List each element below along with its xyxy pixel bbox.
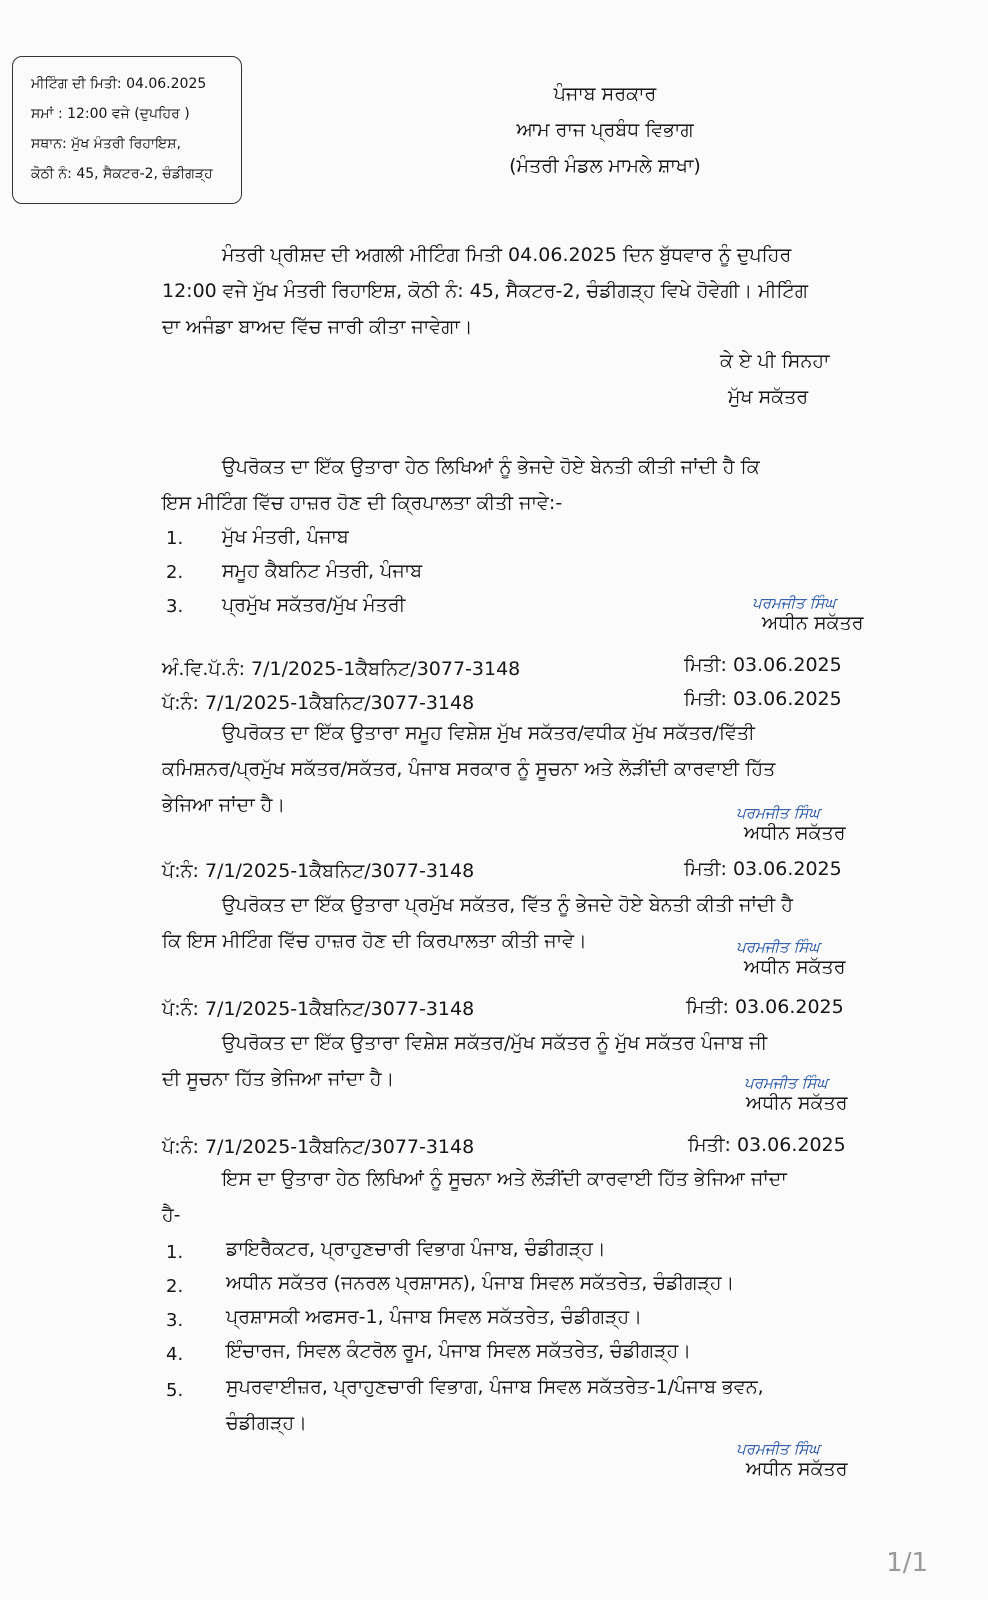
list-number: 2. xyxy=(166,1276,184,1297)
copy4-line-2: ਦੀ ਸੂਚਨਾ ਹਿੱਤ ਭੇਜਿਆ ਜਾਂਦਾ ਹੈ। xyxy=(162,1068,395,1090)
list-item-continuation: ਚੰਡੀਗੜ੍ਹ। xyxy=(226,1412,307,1434)
page-indicator: 1/1 xyxy=(886,1548,928,1578)
signer-name: ਕੇ ਏ ਪੀ ਸਿਨਹਾ xyxy=(720,350,830,372)
header-government: ਪੰਜਾਬ ਸਰਕਾਰ xyxy=(553,83,657,105)
meeting-place-line-2: ਕੋਠੀ ਨੰ: 45, ਸੈਕਟਰ-2, ਚੰਡੀਗੜ੍ਹ xyxy=(31,166,213,182)
meeting-date: ਮੀਟਿੰਗ ਦੀ ਮਿਤੀ: 04.06.2025 xyxy=(31,76,207,92)
department-header xyxy=(440,76,770,184)
notice-line-3: ਦਾ ਅਜੰਡਾ ਬਾਅਦ ਵਿੱਚ ਜਾਰੀ ਕੀਤਾ ਜਾਵੇਗਾ। xyxy=(162,316,473,338)
reference-number: ਪੱ:ਨੰ: 7/1/2025-1ਕੈਬਨਿਟ/3077-3148 xyxy=(162,1136,475,1158)
signature-scrawl: ਪਰਮਜੀਤ ਸਿੰਘ xyxy=(736,804,820,822)
reference-number: ਪੱ:ਨੰ: 7/1/2025-1ਕੈਬਨਿਟ/3077-3148 xyxy=(162,998,475,1020)
copy2-line-3: ਭੇਜਿਆ ਜਾਂਦਾ ਹੈ। xyxy=(162,794,286,816)
signature-title: ਅਧੀਨ ਸਕੱਤਰ xyxy=(762,612,864,634)
copy1-line-1: ਉਪਰੋਕਤ ਦਾ ਇੱਕ ਉਤਾਰਾ ਹੇਠ ਲਿਖਿਆਂ ਨੂੰ ਭੇਜਦੇ ਹੋਏ ਬੇਨਤੀ ਕੀਤੀ ਜਾਂਦੀ ਹੈ ਕਿ xyxy=(222,456,760,478)
reference-date: ਮਿਤੀ: 03.06.2025 xyxy=(686,996,844,1018)
signature-title: ਅਧੀਨ ਸਕੱਤਰ xyxy=(746,1458,848,1480)
signer-title: ਮੁੱਖ ਸਕੱਤਰ xyxy=(728,386,809,408)
signature-title: ਅਧੀਨ ਸਕੱਤਰ xyxy=(744,956,846,978)
list-item: ਸੁਪਰਵਾਈਜ਼ਰ, ਪ੍ਰਾਹੁਣਚਾਰੀ ਵਿਭਾਗ, ਪੰਜਾਬ ਸਿਵਲ ਸਕੱਤਰੇਤ-1/ਪੰਜਾਬ ਭਵਨ, xyxy=(226,1376,764,1398)
copy3-line-2: ਕਿ ਇਸ ਮੀਟਿੰਗ ਵਿੱਚ ਹਾਜ਼ਰ ਹੋਣ ਦੀ ਕਿਰਪਾਲਤਾ ਕੀਤੀ ਜਾਵੇ। xyxy=(162,930,587,952)
list-number: 2. xyxy=(166,562,184,583)
list-item: ਅਧੀਨ ਸਕੱਤਰ (ਜਨਰਲ ਪ੍ਰਸ਼ਾਸਨ), ਪੰਜਾਬ ਸਿਵਲ ਸਕੱਤਰੇਤ, ਚੰਡੀਗੜ੍ਹ। xyxy=(226,1272,735,1294)
signature-scrawl: ਪਰਮਜੀਤ ਸਿੰਘ xyxy=(736,1440,820,1458)
copy5-line-2: ਹੈ- xyxy=(162,1204,181,1226)
meeting-details-box xyxy=(12,56,242,204)
list-item: ਮੁੱਖ ਮੰਤਰੀ, ਪੰਜਾਬ xyxy=(222,526,349,548)
signature-title: ਅਧੀਨ ਸਕੱਤਰ xyxy=(746,1092,848,1114)
reference-number: ਪੱ:ਨੰ: 7/1/2025-1ਕੈਬਨਿਟ/3077-3148 xyxy=(162,860,475,882)
copy2-line-1: ਉਪਰੋਕਤ ਦਾ ਇੱਕ ਉਤਾਰਾ ਸਮੂਹ ਵਿਸ਼ੇਸ਼ ਮੁੱਖ ਸਕੱਤਰ/ਵਧੀਕ ਮੁੱਖ ਸਕੱਤਰ/ਵਿੱਤੀ xyxy=(222,722,755,744)
reference-date: ਮਿਤੀ: 03.06.2025 xyxy=(688,1134,846,1156)
signature-block-5 xyxy=(736,1440,848,1480)
list-number: 3. xyxy=(166,596,184,617)
list-number: 5. xyxy=(166,1380,184,1401)
header-department: ਆਮ ਰਾਜ ਪ੍ਰਬੰਧ ਵਿਭਾਗ xyxy=(516,119,694,141)
meeting-time: ਸਮਾਂ : 12:00 ਵਜੇ (ਦੁਪਹਿਰ ) xyxy=(31,106,190,122)
copy4-line-1: ਉਪਰੋਕਤ ਦਾ ਇੱਕ ਉਤਾਰਾ ਵਿਸ਼ੇਸ਼ ਸਕੱਤਰ/ਮੁੱਖ ਸਕੱਤਰ ਨੂੰ ਮੁੱਖ ਸਕੱਤਰ ਪੰਜਾਬ ਜੀ xyxy=(222,1032,768,1054)
signature-block-2 xyxy=(736,804,846,844)
copy3-line-1: ਉਪਰੋਕਤ ਦਾ ਇੱਕ ਉਤਾਰਾ ਪ੍ਰਮੁੱਖ ਸਕੱਤਰ, ਵਿੱਤ ਨੂੰ ਭੇਜਦੇ ਹੋਏ ਬੇਨਤੀ ਕੀਤੀ ਜਾਂਦੀ ਹੈ xyxy=(222,894,793,916)
reference-date: ਮਿਤੀ: 03.06.2025 xyxy=(684,688,842,710)
list-number: 3. xyxy=(166,1310,184,1331)
signature-block-3 xyxy=(736,938,846,978)
signature-block-1 xyxy=(752,594,864,634)
reference-date: ਮਿਤੀ: 03.06.2025 xyxy=(684,858,842,880)
signature-scrawl: ਪਰਮਜੀਤ ਸਿੰਘ xyxy=(736,938,820,956)
signature-block-4 xyxy=(744,1074,848,1114)
signature-scrawl: ਪਰਮਜੀਤ ਸਿੰਘ xyxy=(744,1074,828,1092)
reference-date: ਮਿਤੀ: 03.06.2025 xyxy=(684,654,842,676)
list-number: 1. xyxy=(166,1242,184,1263)
list-item: ਇੰਚਾਰਜ, ਸਿਵਲ ਕੰਟਰੋਲ ਰੂਮ, ਪੰਜਾਬ ਸਿਵਲ ਸਕੱਤਰੇਤ, ਚੰਡੀਗੜ੍ਹ। xyxy=(226,1340,692,1362)
reference-number: ਪੱ:ਨੰ: 7/1/2025-1ਕੈਬਨਿਟ/3077-3148 xyxy=(162,692,475,714)
copy5-line-1: ਇਸ ਦਾ ਉਤਾਰਾ ਹੇਠ ਲਿਖਿਆਂ ਨੂੰ ਸੂਚਨਾ ਅਤੇ ਲੋੜੀਂਦੀ ਕਾਰਵਾਈ ਹਿੱਤ ਭੇਜਿਆ ਜਾਂਦਾ xyxy=(222,1168,787,1190)
reference-number: ਅੰ.ਵਿ.ਪੱ.ਨੰ: 7/1/2025-1ਕੈਬਨਿਟ/3077-3148 xyxy=(162,658,521,680)
header-branch: (ਮੰਤਰੀ ਮੰਡਲ ਮਾਮਲੇ ਸ਼ਾਖਾ) xyxy=(509,155,701,177)
signature-title: ਅਧੀਨ ਸਕੱਤਰ xyxy=(744,822,846,844)
list-number: 4. xyxy=(166,1344,184,1365)
list-item: ਸਮੂਹ ਕੈਬਨਿਟ ਮੰਤਰੀ, ਪੰਜਾਬ xyxy=(222,560,423,582)
signature-scrawl: ਪਰਮਜੀਤ ਸਿੰਘ xyxy=(752,594,836,612)
list-item: ਪ੍ਰਮੁੱਖ ਸਕੱਤਰ/ਮੁੱਖ ਮੰਤਰੀ xyxy=(222,594,406,616)
list-item: ਡਾਇਰੈਕਟਰ, ਪ੍ਰਾਹੁਣਚਾਰੀ ਵਿਭਾਗ ਪੰਜਾਬ, ਚੰਡੀਗੜ੍ਹ। xyxy=(226,1238,606,1260)
copy2-line-2: ਕਮਿਸ਼ਨਰ/ਪ੍ਰਮੁੱਖ ਸਕੱਤਰ/ਸਕੱਤਰ, ਪੰਜਾਬ ਸਰਕਾਰ ਨੂੰ ਸੂਚਨਾ ਅਤੇ ਲੋੜੀਂਦੀ ਕਾਰਵਾਈ ਹਿੱਤ xyxy=(162,758,776,780)
notice-line-2: 12:00 ਵਜੇ ਮੁੱਖ ਮੰਤਰੀ ਰਿਹਾਇਸ਼, ਕੋਠੀ ਨੰ: 45, ਸੈਕਟਰ-2, ਚੰਡੀਗੜ੍ਹ ਵਿਖੇ ਹੋਵੇਗੀ। ਮੀਟਿੰਗ xyxy=(162,280,808,302)
list-item: ਪ੍ਰਸ਼ਾਸਕੀ ਅਫਸਰ-1, ਪੰਜਾਬ ਸਿਵਲ ਸਕੱਤਰੇਤ, ਚੰਡੀਗੜ੍ਹ। xyxy=(226,1306,643,1328)
notice-line-1: ਮੰਤਰੀ ਪ੍ਰੀਸ਼ਦ ਦੀ ਅਗਲੀ ਮੀਟਿੰਗ ਮਿਤੀ 04.06.2025 ਦਿਨ ਬੁੱਧਵਾਰ ਨੂੰ ਦੁਪਹਿਰ xyxy=(222,244,792,266)
copy1-line-2: ਇਸ ਮੀਟਿੰਗ ਵਿੱਚ ਹਾਜ਼ਰ ਹੋਣ ਦੀ ਕ੍ਰਿਪਾਲਤਾ ਕੀਤੀ ਜਾਵੇ:- xyxy=(162,492,563,514)
meeting-place-line-1: ਸਥਾਨ: ਮੁੱਖ ਮੰਤਰੀ ਰਿਹਾਇਸ਼, xyxy=(31,136,181,152)
list-number: 1. xyxy=(166,528,184,549)
